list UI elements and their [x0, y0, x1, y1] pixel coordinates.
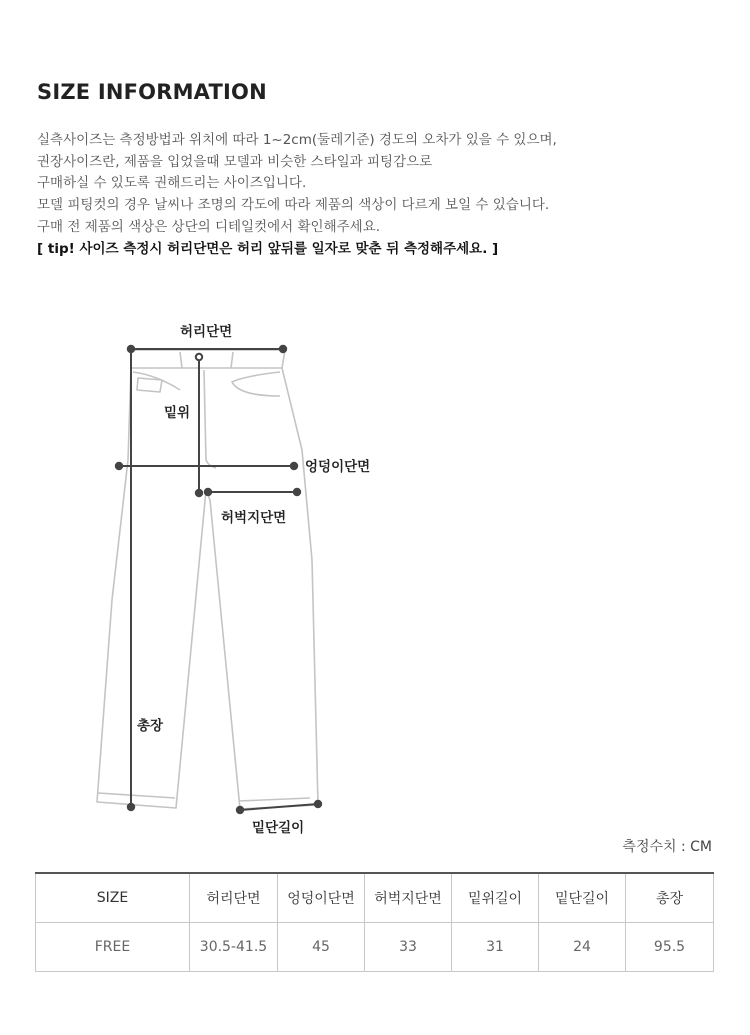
- waist-label: 허리단면: [180, 324, 233, 340]
- description-line: 구매하실 수 있도록 권해드리는 사이즈입니다.: [37, 175, 307, 192]
- hip-point-left: [116, 463, 122, 469]
- thigh-point-left: [205, 489, 211, 495]
- hip-point-right: [291, 463, 297, 469]
- table-cell: 31: [452, 923, 539, 972]
- hem-point-right: [315, 801, 321, 807]
- right-pocket: [232, 372, 280, 396]
- table-header-cell: SIZE: [36, 873, 190, 923]
- table-cell: FREE: [36, 923, 190, 972]
- table-header-cell: 허벅지단면: [365, 873, 452, 923]
- table-cell: 33: [365, 923, 452, 972]
- measurement-unit: 측정수치 : CM: [622, 839, 712, 855]
- table-cell: 45: [278, 923, 365, 972]
- hem-point-left: [237, 807, 243, 813]
- belt-loops: [180, 352, 233, 368]
- rise-point-top: [196, 354, 202, 360]
- hem-label: 밑단길이: [252, 820, 305, 836]
- table-header-cell: 밑위길이: [452, 873, 539, 923]
- table-header-cell: 밑단길이: [539, 873, 626, 923]
- rise-point-bottom: [196, 490, 202, 496]
- page-title: SIZE INFORMATION: [37, 80, 267, 104]
- pants-illustration: [0, 300, 750, 845]
- measurement-tip: [ tip! 사이즈 측정시 허리단면은 허리 앞뒤를 일자로 맞춘 뒤 측정해주세요. ]: [37, 240, 499, 257]
- table-header-cell: 엉덩이단면: [278, 873, 365, 923]
- size-description: [37, 130, 727, 260]
- length-point-bottom: [128, 804, 134, 810]
- table-cell: 30.5-41.5: [190, 923, 278, 972]
- description-line: 권장사이즈란, 제품을 입었을때 모델과 비슷한 스타일과 피팅감으로: [37, 153, 433, 170]
- table-header-cell: 허리단면: [190, 873, 278, 923]
- size-table: [35, 872, 714, 972]
- table-cell: 95.5: [626, 923, 714, 972]
- description-line: 구매 전 제품의 색상은 상단의 디테일컷에서 확인해주세요.: [37, 218, 381, 235]
- rise-label: 밑위: [164, 405, 191, 421]
- hip-label: 엉덩이단면: [305, 459, 371, 475]
- pants-measurement-diagram: [0, 300, 750, 845]
- thigh-label: 허벅지단면: [221, 510, 287, 526]
- hem-stitch: [98, 793, 310, 801]
- coin-pocket: [137, 378, 162, 392]
- hem-line: [240, 804, 318, 810]
- description-line: 모델 피팅컷의 경우 날씨나 조명의 각도에 따라 제품의 색상이 다르게 보일 수 있습니다.: [37, 197, 550, 214]
- description-line: 실측사이즈는 측정방법과 위치에 따라 1~2cm(둘레기준) 경도의 오차가 있을 수 있으며,: [37, 132, 557, 148]
- length-label: 총장: [137, 718, 164, 734]
- table-header-cell: 총장: [626, 873, 714, 923]
- left-pocket: [133, 372, 180, 390]
- thigh-point-right: [294, 489, 300, 495]
- fly-stitch: [204, 370, 216, 468]
- waist-point-right: [280, 346, 286, 352]
- table-row: [36, 923, 714, 972]
- table-cell: 24: [539, 923, 626, 972]
- table-header-row: [36, 873, 714, 923]
